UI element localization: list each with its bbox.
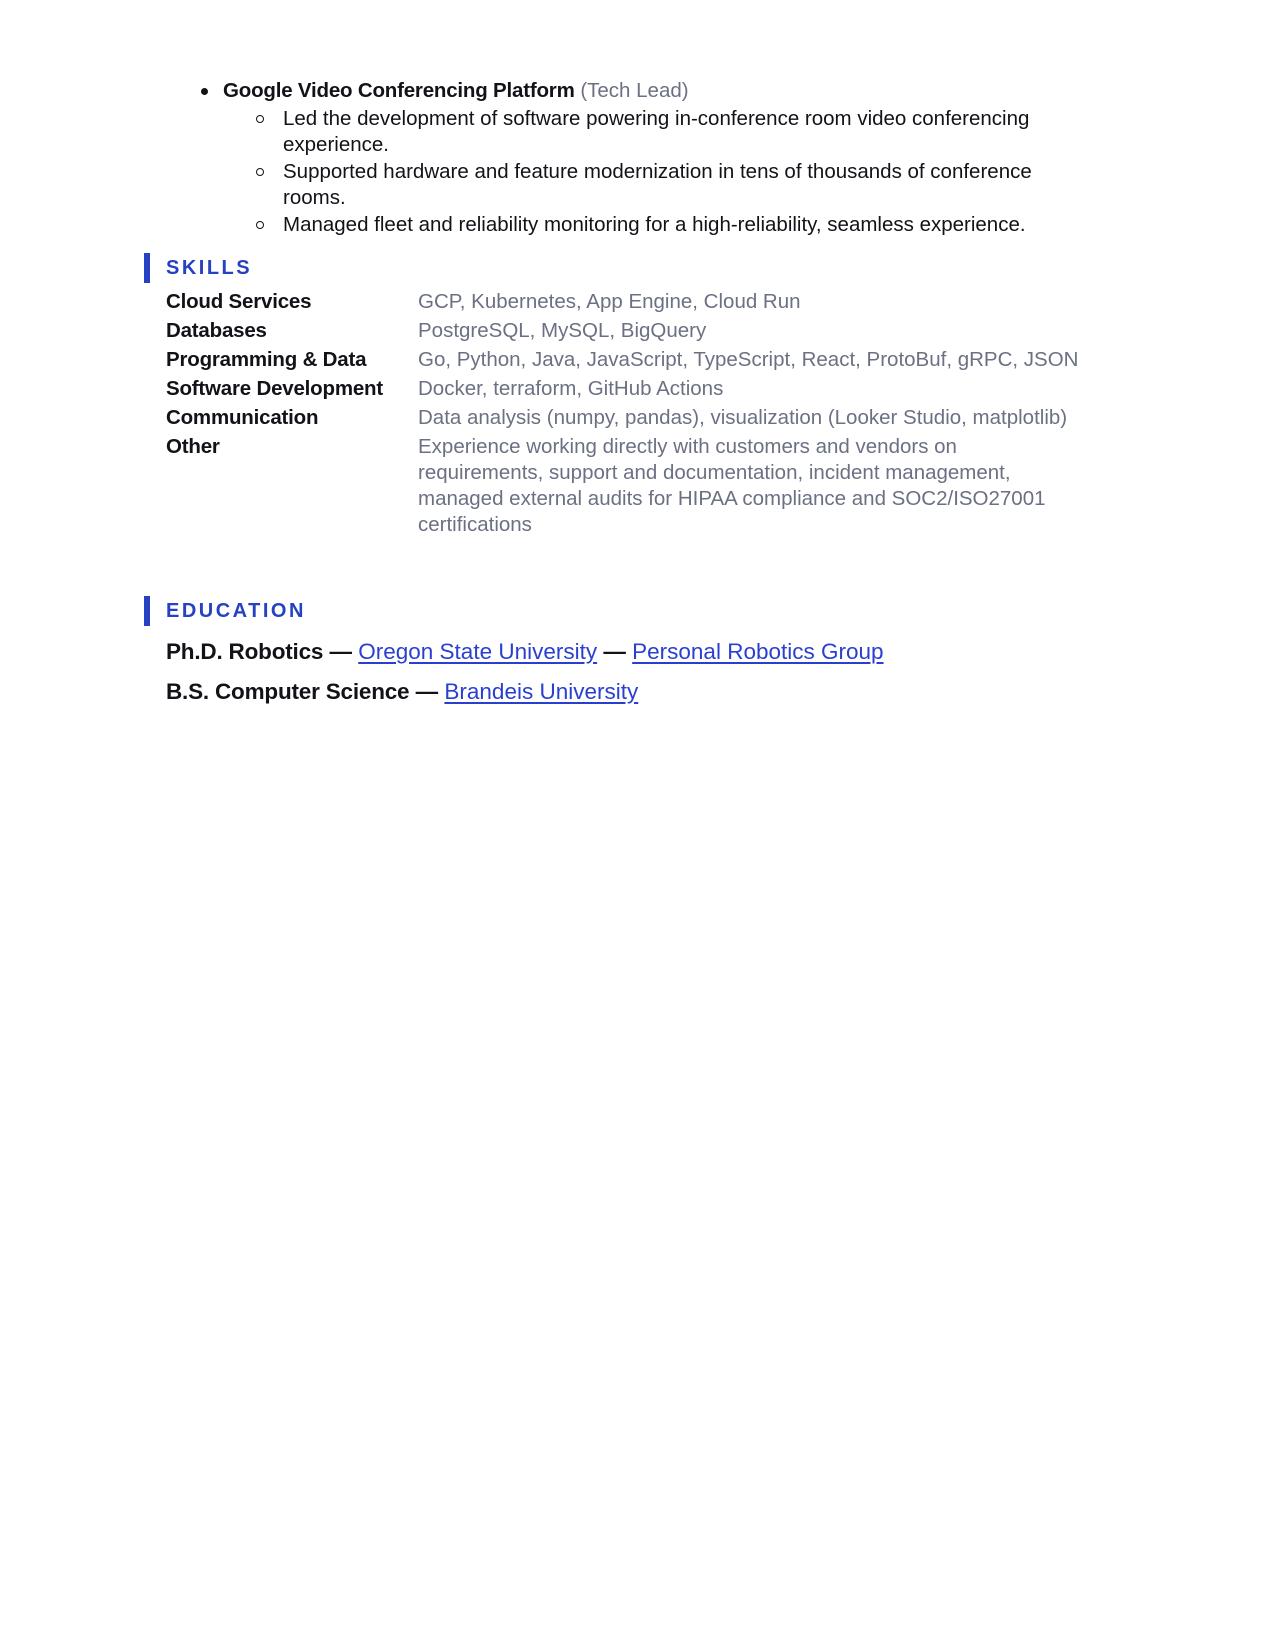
personal-robotics-group-link[interactable]: Personal Robotics Group [632,639,884,664]
bullet-text: Supported hardware and feature modernization in tens of thousands of conference rooms. [283,160,1032,209]
skill-label: Other [166,435,220,458]
education-heading-text: EDUCATION [166,599,306,622]
bullet-circle-icon [256,168,264,176]
separator: — [329,639,352,664]
list-item [195,159,1063,211]
heading-accent-bar [144,253,150,283]
skill-row [166,376,1086,402]
skill-row [166,318,1086,344]
education-heading [144,596,306,626]
skill-value: Go, Python, Java, JavaScript, TypeScript, React, ProtoBuf, gRPC, JSON [418,348,1079,371]
skill-label: Databases [166,319,267,342]
project-bullets [195,106,1095,238]
skill-label: Cloud Services [166,290,312,313]
skill-value: Data analysis (numpy, pandas), visualization (Looker Studio, matplotlib) [418,406,1068,429]
bullet-text: Managed fleet and reliability monitoring for a high-reliability, seamless experience. [283,213,1026,236]
skills-table [166,289,1086,541]
degree-title: Ph.D. Robotics [166,639,324,664]
skills-heading-text: SKILLS [166,256,253,279]
education-entry-phd [166,637,884,667]
skills-heading [144,253,252,283]
project-name: Google Video Conferencing Platform [223,79,575,102]
skill-label: Communication [166,406,319,429]
skill-label: Programming & Data [166,348,367,371]
skill-row [166,347,1086,373]
skill-row [166,289,1086,315]
separator: — [415,679,439,704]
bullet-disc-icon [201,88,208,95]
bullet-circle-icon [256,115,264,123]
skill-value: Experience working directly with customers and vendors on requirements, support and documentation, incident management, managed external audits for HIPAA compliance and SOC2/ISO27001 certifications [418,435,1046,536]
project-title-line [195,78,1095,104]
skill-label: Software Development [166,377,383,400]
list-item [195,212,1063,238]
bullet-text: Led the development of software powering in-conference room video conferencing experience. [283,107,1030,156]
oregon-state-link[interactable]: Oregon State University [358,639,598,664]
bullet-circle-icon [256,221,264,229]
brandeis-link[interactable]: Brandeis University [444,679,639,704]
project-entry [195,78,1095,239]
list-item [195,106,1063,158]
education-entry-bs [166,677,638,707]
project-role: (Tech Lead) [580,79,689,102]
heading-accent-bar [144,596,150,626]
skill-value: Docker, terraform, GitHub Actions [418,377,724,400]
separator: — [603,639,626,664]
degree-title: B.S. Computer Science [166,679,410,704]
skill-value: GCP, Kubernetes, App Engine, Cloud Run [418,290,801,313]
skill-row [166,405,1086,431]
skill-row [166,434,1086,538]
skill-value: PostgreSQL, MySQL, BigQuery [418,319,707,342]
